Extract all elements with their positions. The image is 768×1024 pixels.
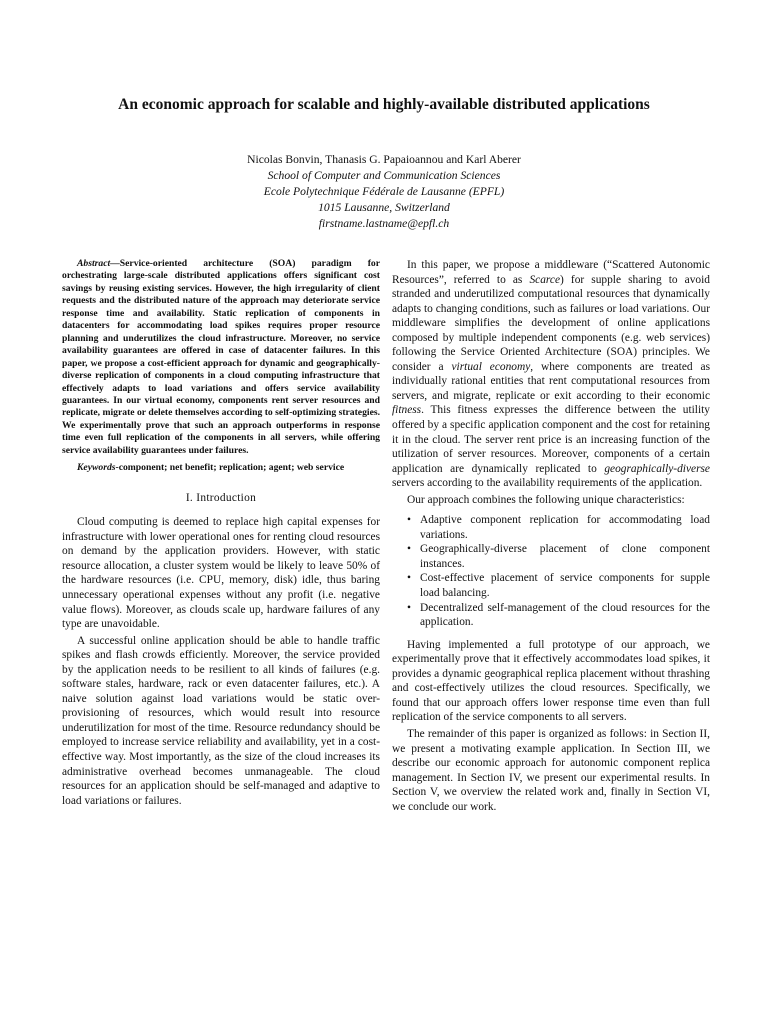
right-paragraph-2: Our approach combines the following unique characteristics: <box>407 493 685 506</box>
keywords-label: Keywords <box>77 462 116 474</box>
intro-paragraph-2: A successful online application should be able to handle traffic spikes and flash crowds efficiently. Moreover, the service provided by the application needs to be resilient to all kinds of failures (e.g. software stales, hardware, rack or even datacenter failures, etc.). A naive solution against load variations would be static over-provisioning of resources, which would result into resource underutilization for most of the time. Resource redundancy should be employed to increase service reliability and availability, yet in a cost-effective way. Most importantly, as the size of the cloud increases its administrative overhead becomes unmanageable. The cloud resources for an application should be self-managed and adaptive to load variations or failures. <box>62 634 380 807</box>
right-paragraph-3: Having implemented a full prototype of our approach, we experimentally prove that it effectively accommodates load spikes, it provides a dynamic geographical replica placement without thrashing and cost-effectively utilizes the cloud resources. Specifically, we found that our approach offers lower response time even than full replication of the service components to all servers. <box>392 638 710 724</box>
author-email: firstname.lastname@epfl.ch <box>318 217 450 230</box>
keywords-text: -component; net benefit; replication; agent; web service <box>115 462 345 474</box>
list-item: • Adaptive component replication for accommodating load variations. <box>420 513 710 542</box>
intro-paragraph-1: Cloud computing is deemed to replace high capital expenses for infrastructure with lower operational ones for renting cloud resources on demand by the application providers. However, with static resource allocation, a cluster system would be likely to leave 50% of the hardware resources (i.e. CPU, memory, disk) idle, thus baring unnecessary operational expenses without any profit (i.e. negative value flows). Moreover, as clouds scale up, hardware failures of any type are unavoidable. <box>62 516 380 631</box>
author-block <box>0 152 768 232</box>
abstract-label: Abstract <box>77 258 111 269</box>
term-fitness: fitness <box>392 404 422 417</box>
list-item: • Decentralized self-management of the cloud resources for the application. <box>420 601 710 630</box>
term-virtual-economy: virtual economy <box>451 360 531 373</box>
right-paragraph-1 <box>392 258 710 491</box>
right-column <box>392 258 710 814</box>
term-scarce: Scarce <box>529 273 561 286</box>
characteristics-list <box>392 513 710 629</box>
keywords <box>62 462 380 474</box>
paper-title: An economic approach for scalable and highly-available distributed applications <box>118 96 650 113</box>
right-paragraph-4: The remainder of this paper is organized as follows: in Section II, we present a motivating example application. In Section III, we describe our economic approach for autonomic component replica management. In Section IV, we present our experimental results. In Section V, we overview the related work and, finally in Section VI, we conclude our work. <box>392 727 710 813</box>
text-run: , where components are treated as individually rational entities that rent computational resources from servers, and migrate, replicate or exit according to their economic <box>392 360 710 402</box>
abstract-text: —Service-oriented architecture (SOA) paradigm for orchestrating large-scale distributed applications offers significant cost savings by reusing existing services. However, the high irregularity of client requests and the distributed nature of the approach may deteriorate service response time and availability. Static replication of components in datacenters for accommodating load spikes requires proper resource planning and underutilizes the cloud infrastructure. Moreover, no service availability guarantees are offered in case of datacenter failures. In this paper, we propose a cost-efficient approach for dynamic and geographically-diverse replication of components in a cloud computing infrastructure that effectively adapts to load variations and offers service availability guarantees. In our virtual economy, components rent server resources and replicate, migrate or delete themselves according to self-optimizing strategies. We experimentally prove that such an approach outperforms in response time even full replication of the components in all servers, while offering service availability guarantees under failures. <box>62 258 380 456</box>
affiliation-school: School of Computer and Communication Sciences <box>267 169 501 182</box>
section-heading-introduction: I. Introduction <box>185 491 257 504</box>
text-run: ) for supple sharing to avoid stranded and underutilized computational resources that dynamically adapts to changing conditions, such as failures or load variations. Our middleware simplifies the development of online applications composed by multiple independent components (e.g. web services) following the Service Oriented Architecture (SOA) principles. We consider a <box>392 273 710 373</box>
author-names: Nicolas Bonvin, Thanasis G. Papaioannou and Karl Aberer <box>247 153 521 166</box>
term-geographically-diverse: geographically-diverse <box>604 462 710 475</box>
affiliation-address: 1015 Lausanne, Switzerland <box>318 201 450 214</box>
abstract <box>62 258 380 457</box>
text-run: In this paper, we propose a middleware (“Scattered Autonomic Resources”, referred to as <box>392 259 710 286</box>
list-item: • Geographically-diverse placement of clone component instances. <box>420 542 710 571</box>
left-column <box>62 258 380 808</box>
text-run: servers according to the availability requirements of the application. <box>392 477 703 490</box>
text-run: . This fitness expresses the difference between the utility offered by a specific application component and the cost for retaining it in the cloud. The server rent price is an increasing function of the utilization of server resources. Moreover, components of a certain application are dynamically replicated to <box>392 404 710 475</box>
list-item: • Cost-effective placement of service components for supple load balancing. <box>420 571 710 600</box>
affiliation-institution: Ecole Polytechnique Fédérale de Lausanne (EPFL) <box>263 185 505 198</box>
